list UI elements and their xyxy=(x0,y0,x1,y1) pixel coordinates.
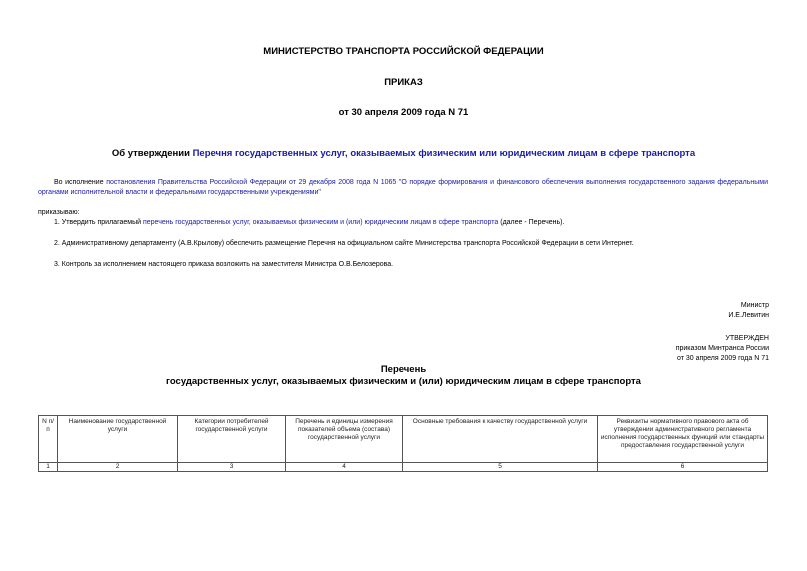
title-prefix: Об утверждении xyxy=(111,148,193,159)
order-word: приказываю: xyxy=(38,209,80,216)
approval-line-1: УТВЕРЖДЕН xyxy=(725,335,769,342)
column-number: 2 xyxy=(58,463,178,472)
column-number: 1 xyxy=(39,463,58,472)
document-type: ПРИКАЗ xyxy=(384,77,423,88)
item-1-link[interactable]: перечень государственных услуг, оказываемых физическим и (или) юридическим лицам в сфере транспорта xyxy=(142,219,499,226)
table-number-row xyxy=(39,463,768,472)
signature-title: Министр xyxy=(740,302,769,309)
title-link[interactable]: Перечня государственных услуг, оказываемых физическим или юридическим лицам в сфере транспорта xyxy=(192,148,696,159)
column-number: 3 xyxy=(178,463,286,472)
signature-name: И.Е.Левитин xyxy=(728,312,769,319)
column-header: Основные требования к качеству государственной услуги xyxy=(403,416,598,463)
column-header: Реквизиты нормативного правового акта об утверждении административного регламента исполнения государственных функций или стандарты предоставления государственной услуги xyxy=(598,416,768,463)
preamble-lead: Во исполнение xyxy=(54,179,107,186)
column-number: 5 xyxy=(403,463,598,472)
services-table xyxy=(38,415,768,472)
document-title xyxy=(0,148,807,159)
column-header: N п/п xyxy=(39,416,58,463)
item-1-lead: 1. Утвердить прилагаемый xyxy=(54,219,143,226)
order-item-3: 3. Контроль за исполнением настоящего приказа возложить на заместителя Министра О.В.Белозерова. xyxy=(54,261,394,268)
ministry-heading: МИНИСТЕРСТВО ТРАНСПОРТА РОССИЙСКОЙ ФЕДЕРАЦИИ xyxy=(263,46,544,57)
order-item-1 xyxy=(54,218,564,228)
column-header: Наименование государственной услуги xyxy=(58,416,178,463)
approval-line-2: приказом Минтранса России xyxy=(675,345,769,352)
column-number: 4 xyxy=(286,463,403,472)
list-title: Перечень xyxy=(380,364,427,375)
order-item-2: 2. Административному департаменту (А.В.Крылову) обеспечить размещение Перечня на официальном сайте Министерства транспорта Российской Федерации в сети Интернет. xyxy=(54,240,634,247)
document-date: от 30 апреля 2009 года N 71 xyxy=(338,107,469,118)
column-header: Перечень и единицы измерения показателей объема (состава) государственной услуги xyxy=(286,416,403,463)
list-subtitle: государственных услуг, оказываемых физическим и (или) юридическим лицам в сфере транспорта xyxy=(166,376,641,387)
approval-line-3: от 30 апреля 2009 года N 71 xyxy=(676,355,769,362)
preamble-link[interactable]: постановления Правительства Российской Федерации от 29 декабря 2008 года N 1065 "О порядке формирования и финансового обеспечения выполнения государственного задания федеральными органами исполнительной власти и федеральными государственными учреждениями" xyxy=(38,179,768,196)
preamble xyxy=(38,178,768,198)
column-number: 6 xyxy=(598,463,768,472)
column-header: Категории потребителей государственной услуги xyxy=(178,416,286,463)
item-1-tail: (далее - Перечень). xyxy=(498,219,565,226)
table-header-row xyxy=(39,416,768,463)
